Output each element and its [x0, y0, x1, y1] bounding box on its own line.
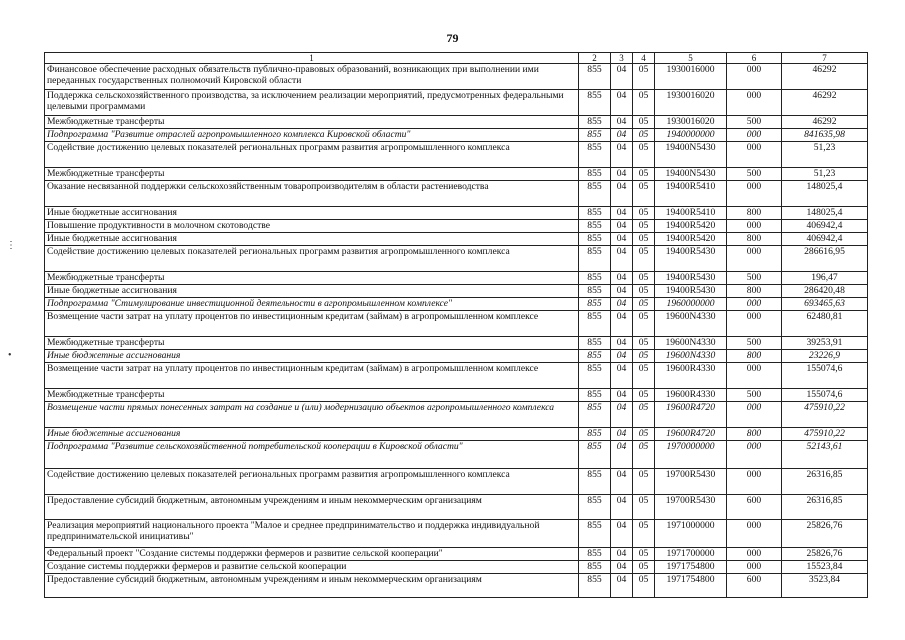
row-subsection: 05 — [633, 298, 655, 311]
row-subsection: 05 — [633, 207, 655, 220]
row-expense-type: 800 — [727, 285, 782, 298]
row-amount: 23226,9 — [782, 350, 868, 363]
table-row — [45, 142, 868, 168]
row-expense-type: 000 — [727, 311, 782, 337]
row-name: Подпрограмма "Развитие отраслей агропромышленного комплекса Кировской области" — [45, 129, 579, 142]
row-subsection: 05 — [633, 285, 655, 298]
row-ved-code: 855 — [579, 520, 611, 548]
row-name: Возмещение части затрат на уплату процентов по инвестиционным кредитам (займам) в агропромышленном комплексе — [45, 311, 579, 337]
row-expense-type: 600 — [727, 495, 782, 520]
header-col-3: 3 — [611, 53, 633, 64]
row-target-article: 1970000000 — [655, 441, 727, 469]
table-row — [45, 207, 868, 220]
row-subsection: 05 — [633, 181, 655, 207]
table-row — [45, 548, 868, 561]
row-expense-type: 800 — [727, 207, 782, 220]
row-expense-type: 500 — [727, 337, 782, 350]
row-amount: 196,47 — [782, 272, 868, 285]
row-subsection: 05 — [633, 561, 655, 574]
table-row — [45, 298, 868, 311]
row-ved-code: 855 — [579, 298, 611, 311]
row-ved-code: 855 — [579, 272, 611, 285]
row-section: 04 — [611, 520, 633, 548]
table-row — [45, 116, 868, 129]
row-name: Содействие достижению целевых показателей региональных программ развития агропромышленного комплекса — [45, 246, 579, 272]
row-subsection: 05 — [633, 337, 655, 350]
row-section: 04 — [611, 233, 633, 246]
row-section: 04 — [611, 337, 633, 350]
row-expense-type: 600 — [727, 574, 782, 598]
row-target-article: 19600N4330 — [655, 311, 727, 337]
row-subsection: 05 — [633, 272, 655, 285]
row-name: Подпрограмма "Развитие сельскохозяйственной потребительской кооперации в Кировской области" — [45, 441, 579, 469]
margin-dot: • — [8, 350, 12, 361]
table-body — [45, 64, 868, 598]
row-target-article: 19400N5430 — [655, 142, 727, 168]
row-target-article: 19400R5430 — [655, 272, 727, 285]
row-amount: 51,23 — [782, 168, 868, 181]
row-ved-code: 855 — [579, 441, 611, 469]
row-subsection: 05 — [633, 168, 655, 181]
row-section: 04 — [611, 246, 633, 272]
table-row — [45, 520, 868, 548]
row-amount: 286420,48 — [782, 285, 868, 298]
row-expense-type: 800 — [727, 428, 782, 441]
row-ved-code: 855 — [579, 64, 611, 90]
row-subsection: 05 — [633, 548, 655, 561]
row-expense-type: 000 — [727, 246, 782, 272]
row-ved-code: 855 — [579, 469, 611, 495]
row-subsection: 05 — [633, 116, 655, 129]
row-section: 04 — [611, 90, 633, 116]
row-target-article: 19600R4720 — [655, 402, 727, 428]
row-ved-code: 855 — [579, 90, 611, 116]
row-name: Создание системы поддержки фермеров и развитие сельской кооперации — [45, 561, 579, 574]
row-name: Межбюджетные трансферты — [45, 389, 579, 402]
row-ved-code: 855 — [579, 116, 611, 129]
row-target-article: 19600R4330 — [655, 389, 727, 402]
row-name: Иные бюджетные ассигнования — [45, 350, 579, 363]
row-target-article: 19400R5420 — [655, 220, 727, 233]
row-subsection: 05 — [633, 233, 655, 246]
row-amount: 475910,22 — [782, 428, 868, 441]
row-name: Подпрограмма "Стимулирование инвестиционной деятельности в агропромышленном комплексе" — [45, 298, 579, 311]
row-expense-type: 500 — [727, 116, 782, 129]
row-section: 04 — [611, 168, 633, 181]
row-amount: 39253,91 — [782, 337, 868, 350]
row-section: 04 — [611, 272, 633, 285]
row-amount: 155074,6 — [782, 363, 868, 389]
row-amount: 51,23 — [782, 142, 868, 168]
row-amount: 3523,84 — [782, 574, 868, 598]
table-row — [45, 469, 868, 495]
row-ved-code: 855 — [579, 350, 611, 363]
row-section: 04 — [611, 363, 633, 389]
table-row — [45, 402, 868, 428]
header-col-7: 7 — [782, 53, 868, 64]
row-subsection: 05 — [633, 574, 655, 598]
table-row — [45, 495, 868, 520]
row-amount: 841635,98 — [782, 129, 868, 142]
row-amount: 46292 — [782, 90, 868, 116]
page-number: 79 — [446, 31, 459, 45]
row-ved-code: 855 — [579, 233, 611, 246]
row-name: Содействие достижению целевых показателей региональных программ развития агропромышленного комплекса — [45, 142, 579, 168]
row-amount: 148025,4 — [782, 207, 868, 220]
header-col-6: 6 — [727, 53, 782, 64]
row-name: Предоставление субсидий бюджетным, автономным учреждениям и иным некоммерческим организациям — [45, 574, 579, 598]
row-name: Оказание несвязанной поддержки сельскохозяйственным товаропроизводителям в области растениеводства — [45, 181, 579, 207]
row-name: Реализация мероприятий национального проекта "Малое и среднее предпринимательство и поддержка индивидуальной предпринимательской инициативы" — [45, 520, 579, 548]
row-section: 04 — [611, 350, 633, 363]
row-amount: 693465,63 — [782, 298, 868, 311]
row-target-article: 1971754800 — [655, 561, 727, 574]
table-row — [45, 350, 868, 363]
row-expense-type: 000 — [727, 469, 782, 495]
row-ved-code: 855 — [579, 181, 611, 207]
header-col-4: 4 — [633, 53, 655, 64]
table-row — [45, 337, 868, 350]
row-amount: 406942,4 — [782, 233, 868, 246]
budget-table — [44, 52, 868, 598]
row-subsection: 05 — [633, 64, 655, 90]
row-expense-type: 000 — [727, 129, 782, 142]
row-expense-type: 500 — [727, 389, 782, 402]
row-subsection: 05 — [633, 520, 655, 548]
row-expense-type: 000 — [727, 64, 782, 90]
row-amount: 406942,4 — [782, 220, 868, 233]
row-name: Межбюджетные трансферты — [45, 168, 579, 181]
row-target-article: 1930016020 — [655, 116, 727, 129]
header-col-1: 1 — [45, 53, 579, 64]
row-name: Повышение продуктивности в молочном скотоводстве — [45, 220, 579, 233]
row-target-article: 1971754800 — [655, 574, 727, 598]
row-target-article: 19700R5430 — [655, 469, 727, 495]
row-ved-code: 855 — [579, 363, 611, 389]
row-subsection: 05 — [633, 363, 655, 389]
table-row — [45, 561, 868, 574]
row-name: Иные бюджетные ассигнования — [45, 233, 579, 246]
table-row — [45, 129, 868, 142]
row-expense-type: 000 — [727, 363, 782, 389]
row-ved-code: 855 — [579, 129, 611, 142]
row-amount: 286616,95 — [782, 246, 868, 272]
row-ved-code: 855 — [579, 311, 611, 337]
row-expense-type: 500 — [727, 272, 782, 285]
row-target-article: 1930016000 — [655, 64, 727, 90]
table-row — [45, 168, 868, 181]
row-expense-type: 800 — [727, 233, 782, 246]
row-section: 04 — [611, 441, 633, 469]
row-section: 04 — [611, 561, 633, 574]
table-row — [45, 389, 868, 402]
row-section: 04 — [611, 181, 633, 207]
row-section: 04 — [611, 548, 633, 561]
row-subsection: 05 — [633, 469, 655, 495]
row-amount: 15523,84 — [782, 561, 868, 574]
margin-mark: ⋮ — [6, 240, 16, 251]
row-target-article: 19700R5430 — [655, 495, 727, 520]
row-expense-type: 000 — [727, 90, 782, 116]
row-name: Иные бюджетные ассигнования — [45, 207, 579, 220]
row-subsection: 05 — [633, 142, 655, 168]
row-section: 04 — [611, 389, 633, 402]
row-ved-code: 855 — [579, 207, 611, 220]
row-name: Финансовое обеспечение расходных обязательств публично-правовых образований, возникающих при выполнении ими переданных государственных полномочий Кировской области — [45, 64, 579, 90]
row-ved-code: 855 — [579, 389, 611, 402]
row-subsection: 05 — [633, 311, 655, 337]
row-ved-code: 855 — [579, 548, 611, 561]
row-subsection: 05 — [633, 389, 655, 402]
row-target-article: 19400R5430 — [655, 285, 727, 298]
row-ved-code: 855 — [579, 402, 611, 428]
row-section: 04 — [611, 64, 633, 90]
row-section: 04 — [611, 220, 633, 233]
row-expense-type: 000 — [727, 298, 782, 311]
row-section: 04 — [611, 469, 633, 495]
row-ved-code: 855 — [579, 428, 611, 441]
row-subsection: 05 — [633, 220, 655, 233]
row-section: 04 — [611, 142, 633, 168]
row-ved-code: 855 — [579, 220, 611, 233]
row-ved-code: 855 — [579, 142, 611, 168]
row-subsection: 05 — [633, 495, 655, 520]
header-row — [45, 53, 868, 64]
row-name: Межбюджетные трансферты — [45, 337, 579, 350]
table-row — [45, 285, 868, 298]
row-name: Иные бюджетные ассигнования — [45, 428, 579, 441]
row-target-article: 19600R4720 — [655, 428, 727, 441]
row-name: Федеральный проект "Создание системы поддержки фермеров и развитие сельской кооперации" — [45, 548, 579, 561]
row-amount: 46292 — [782, 64, 868, 90]
row-expense-type: 500 — [727, 168, 782, 181]
row-section: 04 — [611, 116, 633, 129]
row-subsection: 05 — [633, 129, 655, 142]
row-amount: 46292 — [782, 116, 868, 129]
row-ved-code: 855 — [579, 495, 611, 520]
row-section: 04 — [611, 428, 633, 441]
row-name: Возмещение части прямых понесенных затрат на создание и (или) модернизацию объектов агропромышленного комплекса — [45, 402, 579, 428]
row-name: Содействие достижению целевых показателей региональных программ развития агропромышленного комплекса — [45, 469, 579, 495]
row-subsection: 05 — [633, 441, 655, 469]
table-row — [45, 246, 868, 272]
row-name: Поддержка сельскохозяйственного производства, за исключением реализации мероприятий, предусмотренных федеральными целевыми программами — [45, 90, 579, 116]
row-section: 04 — [611, 574, 633, 598]
table-row — [45, 181, 868, 207]
row-expense-type: 000 — [727, 561, 782, 574]
table-row — [45, 90, 868, 116]
row-expense-type: 000 — [727, 181, 782, 207]
row-expense-type: 000 — [727, 441, 782, 469]
row-expense-type: 000 — [727, 520, 782, 548]
row-amount: 26316,85 — [782, 495, 868, 520]
row-name: Межбюджетные трансферты — [45, 272, 579, 285]
row-target-article: 1971000000 — [655, 520, 727, 548]
row-target-article: 1971700000 — [655, 548, 727, 561]
row-target-article: 19400R5430 — [655, 246, 727, 272]
table-row — [45, 64, 868, 90]
row-subsection: 05 — [633, 246, 655, 272]
row-amount: 148025,4 — [782, 181, 868, 207]
row-section: 04 — [611, 207, 633, 220]
row-ved-code: 855 — [579, 561, 611, 574]
row-target-article: 19400R5410 — [655, 207, 727, 220]
row-expense-type: 800 — [727, 350, 782, 363]
header-col-5: 5 — [655, 53, 727, 64]
row-ved-code: 855 — [579, 337, 611, 350]
row-expense-type: 000 — [727, 402, 782, 428]
row-ved-code: 855 — [579, 246, 611, 272]
row-target-article: 1940000000 — [655, 129, 727, 142]
row-subsection: 05 — [633, 90, 655, 116]
row-target-article: 19600R4330 — [655, 363, 727, 389]
table-row — [45, 441, 868, 469]
row-target-article: 1930016020 — [655, 90, 727, 116]
table-row — [45, 428, 868, 441]
row-target-article: 19400N5430 — [655, 168, 727, 181]
row-section: 04 — [611, 495, 633, 520]
row-section: 04 — [611, 298, 633, 311]
row-subsection: 05 — [633, 350, 655, 363]
table-row — [45, 574, 868, 598]
row-amount: 26316,85 — [782, 469, 868, 495]
row-name: Межбюджетные трансферты — [45, 116, 579, 129]
row-target-article: 19600N4330 — [655, 350, 727, 363]
row-name: Иные бюджетные ассигнования — [45, 285, 579, 298]
row-target-article: 19400R5420 — [655, 233, 727, 246]
row-target-article: 19400R5410 — [655, 181, 727, 207]
row-section: 04 — [611, 285, 633, 298]
header-col-2: 2 — [579, 53, 611, 64]
row-target-article: 1960000000 — [655, 298, 727, 311]
row-expense-type: 000 — [727, 548, 782, 561]
row-name: Возмещение части затрат на уплату процентов по инвестиционным кредитам (займам) в агропромышленном комплексе — [45, 363, 579, 389]
table-row — [45, 233, 868, 246]
row-ved-code: 855 — [579, 285, 611, 298]
row-subsection: 05 — [633, 428, 655, 441]
row-amount: 25826,76 — [782, 520, 868, 548]
row-target-article: 19600N4330 — [655, 337, 727, 350]
row-amount: 475910,22 — [782, 402, 868, 428]
row-ved-code: 855 — [579, 168, 611, 181]
table-row — [45, 311, 868, 337]
table-row — [45, 272, 868, 285]
row-expense-type: 000 — [727, 142, 782, 168]
row-expense-type: 000 — [727, 220, 782, 233]
row-ved-code: 855 — [579, 574, 611, 598]
row-section: 04 — [611, 311, 633, 337]
table-row — [45, 220, 868, 233]
row-amount: 62480,81 — [782, 311, 868, 337]
table-row — [45, 363, 868, 389]
row-section: 04 — [611, 402, 633, 428]
row-amount: 25826,76 — [782, 548, 868, 561]
row-subsection: 05 — [633, 402, 655, 428]
row-name: Предоставление субсидий бюджетным, автономным учреждениям и иным некоммерческим организациям — [45, 495, 579, 520]
row-amount: 52143,61 — [782, 441, 868, 469]
row-section: 04 — [611, 129, 633, 142]
row-amount: 155074,6 — [782, 389, 868, 402]
